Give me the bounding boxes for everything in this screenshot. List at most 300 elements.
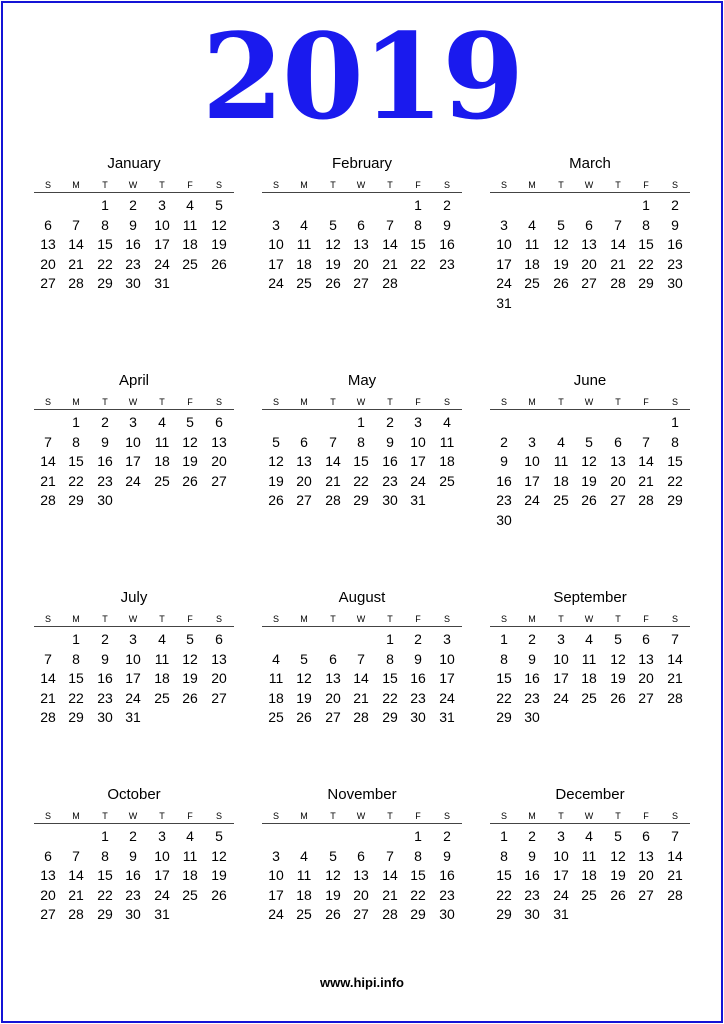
day-cell: 7 xyxy=(642,433,650,450)
day-cell: 12 xyxy=(610,847,626,864)
day-cell: 3 xyxy=(129,631,137,647)
day-cell: 13 xyxy=(325,670,341,686)
month-name: May xyxy=(347,372,377,389)
weekday-label: M xyxy=(300,180,308,190)
day-cell: 6 xyxy=(614,433,622,450)
day-cell: 10 xyxy=(439,650,455,667)
day-cell: 6 xyxy=(642,828,650,844)
day-cell: 18 xyxy=(296,255,312,272)
day-cell: 16 xyxy=(125,867,141,883)
day-cell: 6 xyxy=(300,433,308,450)
day-cell: 15 xyxy=(97,867,113,883)
day-cell: 11 xyxy=(182,216,198,233)
weekday-label: M xyxy=(72,180,80,190)
day-cell: 25 xyxy=(182,886,198,903)
day-cell: 7 xyxy=(72,847,80,864)
weekday-label: F xyxy=(187,180,193,190)
day-cell: 25 xyxy=(553,492,569,508)
weekday-label: T xyxy=(330,811,336,821)
day-cell: 11 xyxy=(296,867,312,883)
header-divider xyxy=(490,626,690,627)
day-cell: 15 xyxy=(410,867,426,883)
day-cell: 4 xyxy=(186,828,194,844)
day-cell: 13 xyxy=(638,650,654,667)
weekday-label: W xyxy=(128,811,138,821)
header-divider xyxy=(34,626,234,627)
day-cell: 16 xyxy=(496,472,512,489)
day-cell: 11 xyxy=(154,433,170,450)
day-cell: 11 xyxy=(182,847,198,864)
day-cell: 20 xyxy=(40,886,56,903)
day-cell: 5 xyxy=(557,216,565,233)
day-cell: 13 xyxy=(610,453,626,469)
day-cell: 14 xyxy=(382,867,398,883)
day-cell: 5 xyxy=(186,414,194,430)
month-name: August xyxy=(338,589,386,606)
weekday-label: T xyxy=(615,811,621,821)
day-cell: 17 xyxy=(154,236,170,252)
weekday-label: T xyxy=(159,397,165,407)
day-cell: 21 xyxy=(382,886,398,903)
weekday-label: T xyxy=(387,614,393,624)
day-cell: 11 xyxy=(439,433,455,450)
day-cell: 22 xyxy=(68,689,84,706)
day-cell: 2 xyxy=(129,197,137,213)
day-cell: 18 xyxy=(182,867,198,883)
day-cell: 7 xyxy=(44,433,52,450)
day-cell: 23 xyxy=(410,689,426,706)
day-cell: 10 xyxy=(496,236,512,252)
weekday-header xyxy=(262,180,462,190)
day-cell: 21 xyxy=(667,867,683,883)
day-cell: 2 xyxy=(129,828,137,844)
day-cell: 4 xyxy=(186,197,194,213)
weekday-label: T xyxy=(615,397,621,407)
day-cell: 27 xyxy=(296,492,312,508)
day-cell: 18 xyxy=(154,670,170,686)
day-cell: 6 xyxy=(215,631,223,647)
day-cell: 21 xyxy=(667,670,683,686)
day-cell: 31 xyxy=(553,906,569,922)
header-divider xyxy=(34,409,234,410)
weekday-label: S xyxy=(272,397,279,407)
day-cell: 26 xyxy=(581,492,597,508)
weekday-label: M xyxy=(72,397,80,407)
day-cell: 23 xyxy=(439,255,455,272)
day-cell: 10 xyxy=(410,433,426,450)
day-cell: 13 xyxy=(40,236,56,252)
weekday-label: T xyxy=(330,180,336,190)
day-cell: 8 xyxy=(500,650,508,667)
weekday-header xyxy=(490,180,690,190)
day-cell: 16 xyxy=(125,236,141,252)
day-cell: 30 xyxy=(125,275,141,291)
weekday-label: F xyxy=(643,180,649,190)
day-cell: 30 xyxy=(97,709,113,725)
day-cell: 17 xyxy=(125,670,141,686)
header-divider xyxy=(490,192,690,193)
day-cell: 10 xyxy=(154,216,170,233)
day-cell: 9 xyxy=(528,847,536,864)
day-cell: 17 xyxy=(268,255,284,272)
day-cell: 29 xyxy=(97,275,113,291)
day-cell: 11 xyxy=(154,650,170,667)
weekday-label: M xyxy=(300,811,308,821)
day-cell: 19 xyxy=(325,886,341,903)
day-cell: 25 xyxy=(296,906,312,922)
weekday-label: W xyxy=(584,397,594,407)
weekday-label: W xyxy=(356,614,366,624)
day-cell: 27 xyxy=(211,472,227,489)
day-cell: 19 xyxy=(211,236,227,252)
day-cell: 3 xyxy=(528,433,536,450)
day-cell: 27 xyxy=(325,709,341,725)
day-cell: 27 xyxy=(211,689,227,706)
day-cell: 1 xyxy=(671,414,679,430)
weekday-header xyxy=(490,614,690,624)
day-cell: 12 xyxy=(581,453,597,469)
day-cell: 12 xyxy=(296,670,312,686)
day-cell: 14 xyxy=(667,847,683,864)
month-name: April xyxy=(118,372,149,389)
day-cell: 6 xyxy=(44,847,52,864)
day-cell: 29 xyxy=(68,709,84,725)
weekday-label: S xyxy=(443,397,450,407)
month-name: January xyxy=(107,155,161,172)
day-cell: 23 xyxy=(97,472,113,489)
day-cell: 8 xyxy=(72,433,80,450)
day-cell: 20 xyxy=(638,867,654,883)
weekday-label: W xyxy=(356,180,366,190)
weekday-label: S xyxy=(671,180,678,190)
day-cell: 25 xyxy=(581,689,597,706)
day-cell: 18 xyxy=(581,670,597,686)
day-cell: 23 xyxy=(524,689,540,706)
day-cell: 22 xyxy=(496,689,512,706)
weekday-label: S xyxy=(44,180,51,190)
weekday-label: S xyxy=(215,397,222,407)
day-cell: 14 xyxy=(382,236,398,252)
weekday-label: T xyxy=(615,614,621,624)
day-cell: 28 xyxy=(68,275,84,291)
day-cell: 23 xyxy=(524,886,540,903)
day-cell: 12 xyxy=(325,867,341,883)
weekday-label: S xyxy=(671,614,678,624)
day-cell: 24 xyxy=(439,689,455,706)
day-cell: 3 xyxy=(129,414,137,430)
day-cell: 31 xyxy=(439,709,455,725)
day-cell: 14 xyxy=(353,670,369,686)
day-cell: 3 xyxy=(557,828,565,844)
month-name: June xyxy=(573,372,607,389)
day-cell: 10 xyxy=(125,650,141,667)
day-cell: 8 xyxy=(500,847,508,864)
day-cell: 4 xyxy=(300,847,308,864)
weekday-label: T xyxy=(330,397,336,407)
day-cell: 17 xyxy=(553,670,569,686)
day-cell: 20 xyxy=(610,472,626,489)
day-cell: 7 xyxy=(671,631,679,647)
day-cell: 17 xyxy=(268,886,284,903)
day-cell: 30 xyxy=(382,492,398,508)
day-cell: 1 xyxy=(357,414,365,430)
day-cell: 16 xyxy=(524,670,540,686)
weekday-header xyxy=(262,397,462,407)
day-cell: 24 xyxy=(553,886,569,903)
day-cell: 21 xyxy=(40,689,56,706)
day-cell: 17 xyxy=(125,453,141,469)
weekday-label: M xyxy=(72,811,80,821)
day-cell: 28 xyxy=(40,709,56,725)
header-divider xyxy=(262,823,462,824)
day-cell: 20 xyxy=(325,689,341,706)
day-cell: 11 xyxy=(296,236,312,252)
day-cell: 12 xyxy=(182,433,198,450)
day-cell: 6 xyxy=(357,216,365,233)
day-cell: 4 xyxy=(557,433,565,450)
day-cell: 22 xyxy=(68,472,84,489)
month-name: February xyxy=(331,155,393,172)
day-cell: 11 xyxy=(581,650,597,667)
month-name: December xyxy=(555,786,625,803)
day-cell: 2 xyxy=(671,197,679,213)
weekday-label: S xyxy=(272,614,279,624)
day-cell: 6 xyxy=(215,414,223,430)
day-cell: 1 xyxy=(642,197,650,213)
day-cell: 26 xyxy=(211,886,227,903)
day-cell: 28 xyxy=(667,689,683,706)
day-cell: 12 xyxy=(268,453,284,469)
day-cell: 14 xyxy=(40,670,56,686)
weekday-label: T xyxy=(387,811,393,821)
weekday-label: T xyxy=(387,180,393,190)
day-cell: 31 xyxy=(125,709,141,725)
day-cell: 10 xyxy=(125,433,141,450)
day-cell: 7 xyxy=(386,216,394,233)
weekday-label: F xyxy=(415,614,421,624)
day-cell: 4 xyxy=(300,216,308,233)
day-cell: 26 xyxy=(182,472,198,489)
weekday-label: M xyxy=(300,614,308,624)
day-cell: 19 xyxy=(182,453,198,469)
day-cell: 24 xyxy=(268,275,284,291)
day-cell: 11 xyxy=(581,847,597,864)
day-cell: 1 xyxy=(500,631,508,647)
weekday-label: S xyxy=(44,614,51,624)
day-cell: 28 xyxy=(40,492,56,508)
weekday-label: W xyxy=(356,397,366,407)
weekday-label: S xyxy=(443,180,450,190)
day-cell: 6 xyxy=(642,631,650,647)
day-cell: 25 xyxy=(439,472,455,489)
day-cell: 18 xyxy=(268,689,284,706)
day-cell: 17 xyxy=(524,472,540,489)
day-cell: 12 xyxy=(211,847,227,864)
day-cell: 19 xyxy=(211,867,227,883)
weekday-label: S xyxy=(44,811,51,821)
day-cell: 4 xyxy=(158,631,166,647)
day-cell: 14 xyxy=(610,236,626,252)
day-cell: 9 xyxy=(528,650,536,667)
day-cell: 26 xyxy=(182,689,198,706)
day-cell: 15 xyxy=(496,670,512,686)
month-name: July xyxy=(120,589,148,606)
day-cell: 14 xyxy=(68,236,84,252)
day-cell: 19 xyxy=(325,255,341,272)
weekday-label: S xyxy=(500,180,507,190)
day-cell: 30 xyxy=(524,906,540,922)
day-cell: 7 xyxy=(614,216,622,233)
day-cell: 26 xyxy=(325,906,341,922)
day-cell: 10 xyxy=(154,847,170,864)
day-cell: 15 xyxy=(68,670,84,686)
day-cell: 22 xyxy=(667,472,683,489)
day-cell: 2 xyxy=(443,828,451,844)
day-cell: 2 xyxy=(528,631,536,647)
weekday-label: T xyxy=(102,397,108,407)
weekday-label: F xyxy=(643,614,649,624)
weekday-label: T xyxy=(102,614,108,624)
day-cell: 30 xyxy=(439,906,455,922)
day-cell: 9 xyxy=(101,433,109,450)
day-cell: 15 xyxy=(382,670,398,686)
day-cell: 13 xyxy=(296,453,312,469)
day-cell: 19 xyxy=(581,472,597,489)
day-cell: 12 xyxy=(325,236,341,252)
day-cell: 26 xyxy=(553,275,569,291)
day-cell: 26 xyxy=(325,275,341,291)
day-cell: 25 xyxy=(182,255,198,272)
day-cell: 25 xyxy=(268,709,284,725)
day-cell: 2 xyxy=(414,631,422,647)
day-cell: 1 xyxy=(101,828,109,844)
day-cell: 22 xyxy=(97,886,113,903)
weekday-label: F xyxy=(643,811,649,821)
weekday-label: S xyxy=(500,811,507,821)
day-cell: 28 xyxy=(68,906,84,922)
day-cell: 5 xyxy=(329,216,337,233)
day-cell: 25 xyxy=(581,886,597,903)
weekday-header xyxy=(34,811,234,821)
day-cell: 20 xyxy=(296,472,312,489)
day-cell: 24 xyxy=(524,492,540,508)
day-cell: 10 xyxy=(268,867,284,883)
header-divider xyxy=(490,823,690,824)
day-cell: 27 xyxy=(40,275,56,291)
day-cell: 26 xyxy=(610,886,626,903)
weekday-label: W xyxy=(584,180,594,190)
weekday-label: M xyxy=(528,180,536,190)
day-cell: 20 xyxy=(353,255,369,272)
day-cell: 23 xyxy=(496,492,512,508)
day-cell: 27 xyxy=(638,886,654,903)
day-cell: 9 xyxy=(443,847,451,864)
weekday-label: S xyxy=(44,397,51,407)
day-cell: 8 xyxy=(357,433,365,450)
day-cell: 16 xyxy=(524,867,540,883)
weekday-label: T xyxy=(102,180,108,190)
day-cell: 9 xyxy=(386,433,394,450)
day-cell: 23 xyxy=(439,886,455,903)
day-cell: 17 xyxy=(553,867,569,883)
day-cell: 18 xyxy=(296,886,312,903)
day-cell: 13 xyxy=(40,867,56,883)
header-divider xyxy=(34,823,234,824)
day-cell: 16 xyxy=(382,453,398,469)
day-cell: 15 xyxy=(496,867,512,883)
day-cell: 24 xyxy=(496,275,512,291)
weekday-label: T xyxy=(159,180,165,190)
day-cell: 13 xyxy=(211,433,227,450)
day-cell: 18 xyxy=(553,472,569,489)
day-cell: 10 xyxy=(268,236,284,252)
weekday-label: S xyxy=(443,811,450,821)
day-cell: 3 xyxy=(272,216,280,233)
weekday-label: M xyxy=(300,397,308,407)
day-cell: 24 xyxy=(125,689,141,706)
day-cell: 26 xyxy=(268,492,284,508)
day-cell: 26 xyxy=(610,689,626,706)
month-name: October xyxy=(107,786,161,803)
day-cell: 20 xyxy=(211,670,227,686)
day-cell: 12 xyxy=(553,236,569,252)
day-cell: 30 xyxy=(496,511,512,528)
day-cell: 15 xyxy=(667,453,683,469)
day-cell: 18 xyxy=(581,867,597,883)
day-cell: 20 xyxy=(581,255,597,272)
day-cell: 16 xyxy=(97,453,113,469)
weekday-header xyxy=(490,811,690,821)
day-cell: 5 xyxy=(300,650,308,667)
day-cell: 8 xyxy=(386,650,394,667)
day-cell: 22 xyxy=(410,255,426,272)
day-cell: 24 xyxy=(125,472,141,489)
day-cell: 19 xyxy=(268,472,284,489)
day-cell: 29 xyxy=(496,709,512,725)
weekday-label: M xyxy=(528,811,536,821)
day-cell: 24 xyxy=(154,255,170,272)
weekday-label: S xyxy=(671,397,678,407)
day-cell: 1 xyxy=(386,631,394,647)
day-cell: 29 xyxy=(353,492,369,508)
day-cell: 4 xyxy=(528,216,536,233)
weekday-label: F xyxy=(187,397,193,407)
weekday-label: W xyxy=(128,180,138,190)
day-cell: 15 xyxy=(410,236,426,252)
day-cell: 22 xyxy=(638,255,654,272)
day-cell: 15 xyxy=(68,453,84,469)
day-cell: 18 xyxy=(154,453,170,469)
day-cell: 20 xyxy=(40,255,56,272)
day-cell: 3 xyxy=(443,631,451,647)
weekday-label: T xyxy=(615,180,621,190)
weekday-label: T xyxy=(558,180,564,190)
day-cell: 27 xyxy=(353,906,369,922)
weekday-label: F xyxy=(187,811,193,821)
day-cell: 23 xyxy=(382,472,398,489)
month-name: September xyxy=(553,589,627,606)
day-cell: 31 xyxy=(154,275,170,291)
weekday-label: S xyxy=(215,811,222,821)
day-cell: 16 xyxy=(97,670,113,686)
day-cell: 24 xyxy=(553,689,569,706)
day-cell: 27 xyxy=(610,492,626,508)
day-cell: 18 xyxy=(524,255,540,272)
day-cell: 22 xyxy=(410,886,426,903)
day-cell: 3 xyxy=(158,828,166,844)
weekday-label: F xyxy=(415,397,421,407)
day-cell: 14 xyxy=(68,867,84,883)
